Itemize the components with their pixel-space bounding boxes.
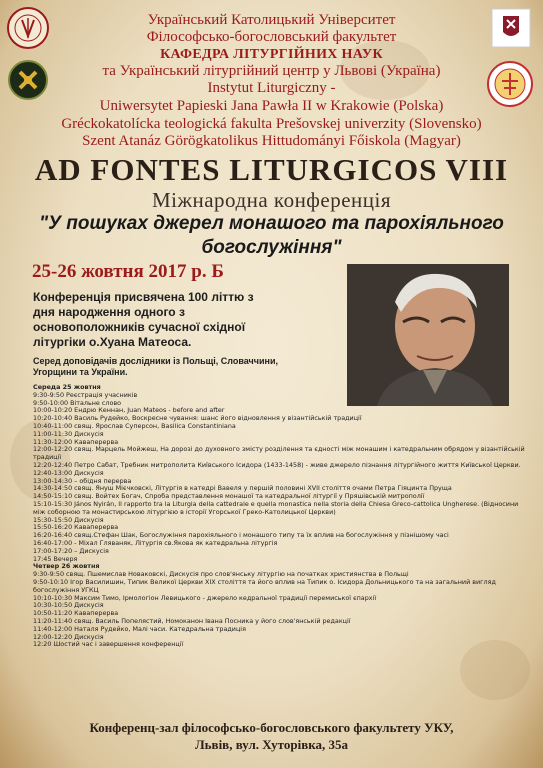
program-item: 13:00-14:30 – обідня перерва <box>33 477 132 485</box>
program-item: 14:30-14:50 свящ. Януш Мієчковскі, Літургія в катедрі Вавеля у першій половині XVII століття очами Петра Гіяцинта Пруща <box>33 485 452 493</box>
conference-intro: Конференція присвячена 100 літтю з дня народження одного з основоположників сучасної східної літургіки о.Хуана Матеоса. <box>33 290 254 349</box>
program-day-heading: Четвер 26 жовтня <box>33 563 100 571</box>
program-item: 12:00-12:20 свящ. Марцель Мойжеш, На дорозі до духовного змісту розділення та єдності між монашим і катедральним обрядом у візантійській традиції <box>33 446 525 462</box>
venue-line: Конференц-зал філософсько-богословського факультету УКУ, <box>89 720 454 735</box>
header-line-presov: Gréckokatolícka teologická fakulta Prešovskej univerzity (Slovensko) <box>61 116 482 132</box>
header-line-faculty: Філософсько-богословський факультет <box>146 29 397 45</box>
header-line-instytut: Instytut Liturgiczny - <box>207 80 336 96</box>
program-item: 14:50-15:10 свящ. Войтех Богач, Спроба представлення монашої та катедральної літургії у Пряшівській митрополії <box>33 493 425 501</box>
program-item: 12:20-12:40 Петро Сабат, Требник митрополита Київського Ісидора (1433-1458) - живе джерело пізнання літургійного життя Київської Церкви. <box>33 461 521 469</box>
program-item: 11:20-11:40 свящ. Василь Попелястий, Номоканон Івана Посника у його слов'янській редакції <box>33 617 351 625</box>
header-line-ucu: Український Католицький Університет <box>147 12 396 28</box>
program-item: 16:40-17:00 - Міхал Гляваняк, Літургія св.Якова як катедральна літургія <box>33 539 278 547</box>
program-item: 15:50-16:20 Каваперерва <box>33 524 119 532</box>
program-item: 9:50-10:00 Вітальне слово <box>33 399 122 407</box>
program-schedule <box>33 384 528 649</box>
conference-date: 25-26 жовтня 2017 р. Б <box>32 261 224 282</box>
program-item: 11:40-12:00 Наталя Рудейко, Малі часи. Катедральна традиція <box>33 625 246 633</box>
program-item: 10:10-10:30 Максим Тимо, Ірмологіон Левицького - джерело кедральної традиції перемиської єпархії <box>33 594 377 602</box>
program-item: 10:00-10:20 Ендрю Кеннан, Juan Mateos - before and after <box>33 407 225 415</box>
program-item: 10:30-10:50 Дискусія <box>33 602 104 610</box>
venue-address: Львів, вул. Хуторівка, 35а <box>194 737 349 752</box>
header-line-krakow: Uniwersytet Papieski Jana Pawła II w Krakowie (Polska) <box>99 98 444 114</box>
header-line-atanaz: Szent Atanáz Görögkatolikus Hittudományi Főiskola (Magyar) <box>82 133 461 149</box>
program-day-heading: Середа 25 жовтня <box>33 384 101 391</box>
program-item: 15:10-15:30 János Nyirán, Il rapporto tra la Liturgia della cattedrale e quella monastica nella storia della Chiesa Greco-cattolica Ungherese. (Відносини між соборною та монастирською літургією в історії Угорської Греко-Католицької Церкви) <box>33 500 519 516</box>
program-item: 11:30-12:00 Каваперерва <box>33 438 119 446</box>
program-item: 10:50-11:20 Каваперерва <box>33 610 119 618</box>
header-line-department: КАФЕДРА ЛІТУРГІЙНИХ НАУК <box>160 47 383 62</box>
program-item: 12:00-12:20 Дискусія <box>33 633 104 641</box>
program-item: 10:20-10:40 Василь Рудейко, Воскресне чування: шанс його відновлення у візантійській традиції <box>33 415 362 423</box>
program-item: 12:40-13:00 Дискусія <box>33 469 104 477</box>
program-item: 9:50-10:10 Ігор Василишин, Типик Великої Церкви XIX століття та його вплив на Типик о. Ісидора Дольницького та на загальний вигляд богослужіння УГКЦ <box>33 578 496 594</box>
program-item: 17:00-17:20 – Дискусія <box>33 547 109 555</box>
program-item: 11:00-11:30 Дискусія <box>33 430 104 438</box>
program-item: 9:30-9:50 Реєстрація учасників <box>33 391 138 399</box>
program-item: 10:40-11:00 свящ. Ярослав Суперсон, Basilica Constantiniana <box>33 422 236 430</box>
program-item: 16:20-16:40 свящ.Стефан Шак, Богослужіння парохіяльного і монашого типу та їх вплив на богослужіння у пізнішому часі <box>33 532 449 540</box>
conference-theme: "У пошуках джерел монашого та парохіяльного богослужіння" <box>39 213 504 258</box>
program-item: 9:30-9:50 свящ. Пшемислав Новаковскі, Дискусія про слов'янську літургію на початках християнства в Польщі <box>33 571 409 579</box>
speakers-note: Серед доповідачів дослідники із Польщі, Словаччини, Угорщини та України. <box>33 356 278 377</box>
conference-title: AD FONTES LITURGICOS VIII <box>34 152 509 187</box>
program-item: 17:45 Вечеря <box>33 555 78 563</box>
program-item: 15:30-15:50 Дискусія <box>33 516 104 524</box>
header-line-center: та Український літургійний центр у Львові (Україна) <box>102 63 441 79</box>
program-item: 12:20 Шостий час і завершення конференції <box>33 641 184 649</box>
conference-subtitle: Міжнародна конференція <box>151 188 392 212</box>
